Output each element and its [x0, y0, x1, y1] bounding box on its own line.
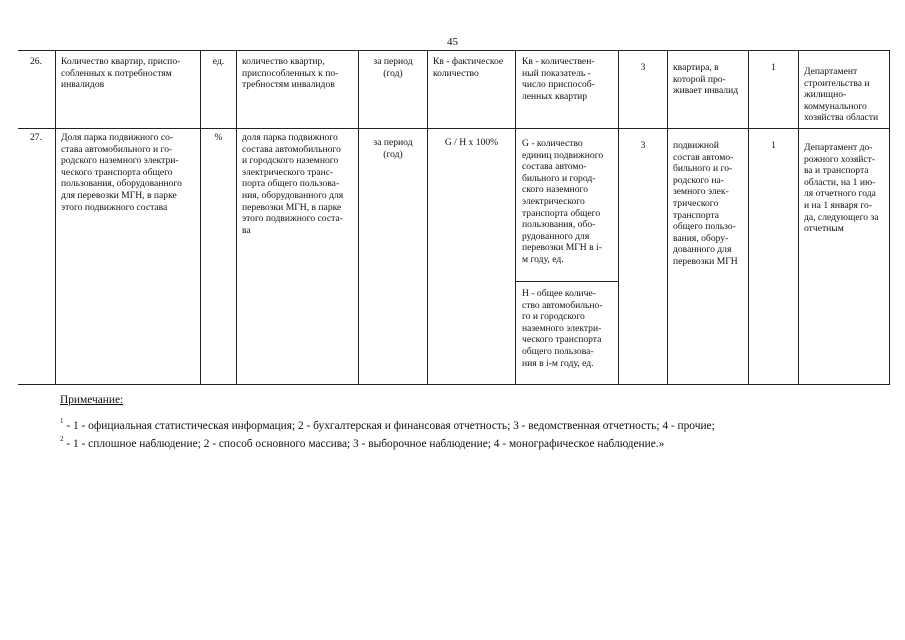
formula: G / H x 100% [444, 137, 499, 148]
row-number: 27. [30, 132, 42, 143]
page-number: 45 [447, 36, 458, 48]
observation-object: подвижной состав автомо- бильного и го- родского на- земного элек- трического транспорта общего пользо- вания, обору- дованного для перевозки МГН [673, 140, 738, 267]
responsible-body: Департамент до- рожного хозяйст- ва и транспорта области, на 1 ию- ля отчетного года и на 1 января го- да, следующего за отчетным [804, 142, 879, 235]
data-source-code: 3 [640, 140, 646, 151]
period: за период (год) [373, 137, 413, 160]
data-source-code: 3 [640, 62, 646, 73]
note-text: - 1 - официальная статистическая информация; 2 - бухгалтерская и финансовая отчетность; 3 - ведомственная отчетность; 4 - прочие; [63, 420, 715, 432]
indicator-name: Количество квартир, приспо- собленных к потребностям инвалидов [61, 56, 181, 91]
unit: ед. [212, 56, 225, 67]
note-title: Примечание: [60, 394, 124, 406]
footnote-mark: 1 [60, 417, 64, 425]
formula: Кв - фактическое количество [433, 56, 504, 79]
responsible-body: Департамент строительства и жилищно- коммунального хозяйства области [804, 66, 879, 124]
note-text: - 1 - сплошное наблюдение; 2 - способ основного массива; 3 - выборочное наблюдение; 4 - монографическое наблюдение.» [63, 438, 665, 450]
row-number: 26. [30, 56, 42, 67]
definition: количество квартир, приспособленных к по- требностям инвалидов [242, 56, 339, 91]
basic-indicator: G - количество единиц подвижного состава автомо- бильного и город- ского наземного электрического транспорта общего пользования, обо- рудованного для перевозки МГН в i- м году, ед. [522, 138, 604, 265]
basic-indicator-secondary: H - общее количе- ство автомобильно- го и городского наземного электри- ческого транспорта общего пользова- ния в i-м году, ед. [522, 288, 603, 369]
note-line-1 [60, 414, 715, 434]
footnote-mark: 2 [60, 435, 64, 443]
basic-indicator: Кв - количествен- ный показатель - число приспособ- ленных квартир [522, 56, 595, 102]
period: за период (год) [373, 56, 413, 79]
collection-method-code: 1 [771, 62, 776, 73]
collection-method-code: 1 [771, 140, 776, 151]
observation-object: квартира, в которой про- живает инвалид [673, 62, 739, 97]
note-line-2 [60, 432, 664, 452]
unit: % [214, 132, 223, 143]
indicator-name: Доля парка подвижного со- става автомобильного и го- родского наземного электри- ческого транспорта общего пользования, оборудованного для перевозки МГН, в парке этого подвижного состава [61, 132, 182, 213]
definition: доля парка подвижного состава автомобильного и городского наземного электрического транс- порта общего пользова- ния, оборудованного для перевозки МГН, в парке этого подвижного соста- ва [242, 132, 344, 236]
